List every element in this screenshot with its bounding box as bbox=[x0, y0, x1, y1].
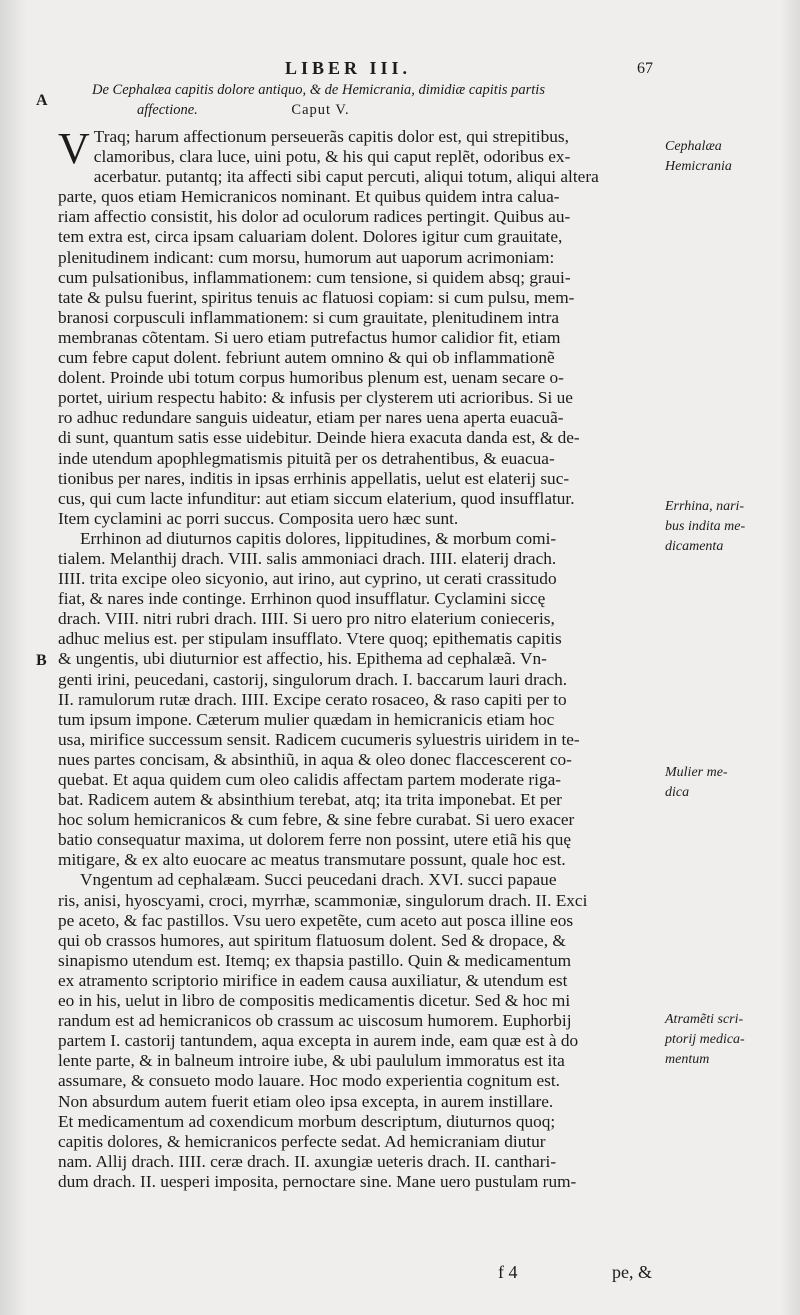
margin-note: Atramẽti scri- ptorij medica- mentum bbox=[665, 1012, 745, 1067]
text-line: Traq; harum affectionum perseuerãs capitis dolor est, qui strepitibus, bbox=[93, 127, 569, 146]
text-line: eo in his, uelut in libro de compositis medicamentis dicetur. Sed & hoc mi bbox=[58, 991, 571, 1011]
running-head bbox=[0, 58, 800, 80]
text-line: Vngentum ad cephalæam. Succi peucedani drach. XVI. succi papaue bbox=[80, 870, 557, 890]
drop-cap: V bbox=[58, 124, 90, 173]
text-line: usa, mirifice successum sensit. Radicem cucumeris syluestris uiridem in te- bbox=[58, 729, 580, 749]
text-line: ex atramento scriptorio mirifice in eadem causa auxiliatur, & utendum est bbox=[58, 970, 568, 990]
text-line: capitis dolores, & hemicranicos perfecte sedat. Ad hemicraniam diutur bbox=[58, 1131, 546, 1151]
text-line: tate & pulsu fuerint, spiritus tenuis ac flatuosi copiam: si cum pulsu, mem- bbox=[58, 287, 575, 307]
chapter-heading-line-1: De Cephalæa capitis dolore antiquo, & de Hemicrania, dimidiæ capitis partis bbox=[92, 82, 545, 98]
text-line: drach. VIII. nitri rubri drach. IIII. Si uero pro nitro elaterium conieceris, bbox=[58, 609, 555, 629]
margin-note: Cephalæa Hemicrania bbox=[665, 139, 732, 174]
text-line: Non absurdum autem fuerit etiam oleo ipsa excepta, in aurem instillare. bbox=[58, 1091, 554, 1111]
text-line: riam affectio consistit, his dolor ad oculorum radices pertingit. Quibus au- bbox=[58, 207, 571, 227]
signature-mark: f 4 bbox=[498, 1262, 518, 1282]
text-line: membranas cõtentam. Si uero etiam putrefactus humor calidior fit, etiam bbox=[58, 327, 561, 347]
text-line: acerbatur. putantq; ita affecti sibi caput percuti, aliqui totum, aliqui altera bbox=[93, 167, 599, 187]
text-line: cum pulsationibus, inflammationem: cum tensione, si quidem absq; graui- bbox=[58, 267, 571, 287]
text-line: genti irini, peucedani, castorij, singulorum drach. I. baccarum lauri drach. bbox=[58, 669, 568, 689]
text-line: Et medicamentum ad coxendicum morbum descriptum, diuturnos quoq; bbox=[58, 1111, 556, 1131]
text-line: adhuc melius est. per stipulam insufflato. Vtere quoq; epithematis capitis bbox=[58, 629, 562, 649]
text-line: cus, qui cum lacte infunditur: aut etiam siccum elaterium, quod insufflatur. bbox=[58, 488, 575, 508]
text-line: clamoribus, clara luce, uini potu, & his qui caput replẽt, odoribus ex- bbox=[93, 147, 571, 167]
text-line: batio consequatur maxima, ut dolorem ferre non possint, utere etiã his quę bbox=[58, 830, 572, 850]
text-line: parte, quos etiam Hemicranicos nominant. Et quibus quidem intra calua- bbox=[58, 187, 560, 207]
text-line: inde utendum apophlegmatismis pituitã per os detrahentibus, & euacua- bbox=[58, 448, 555, 468]
text-line: portet, uirium respectu habito: & infusis per clysterem uti acrioribus. Si ue bbox=[58, 388, 573, 408]
chapter-heading-subject: affectione. bbox=[137, 102, 198, 118]
text-line: tum ipsum impone. Cæterum mulier quædam in hemicranicis etiam hoc bbox=[58, 709, 555, 729]
running-title: LIBER III. bbox=[285, 58, 412, 78]
catchword: pe, & bbox=[612, 1262, 652, 1282]
text-line: randum est ad hemicranicos ob crassum ac uiscosum humorem. Euphorbij bbox=[58, 1011, 572, 1031]
text-line: IIII. trita excipe oleo sicyonio, aut irino, aut cyprino, ut cerati crassitudo bbox=[58, 569, 557, 589]
text-line: branosi corpusculi inflammationem: si cum grauitate, plenitudinem intra bbox=[58, 307, 560, 327]
body-text bbox=[58, 124, 658, 1192]
text-line: dum drach. II. uesperi imposita, pernoctare sine. Mane uero pustulam rum- bbox=[58, 1171, 577, 1191]
text-line: dolent. Proinde ubi totum corpus humoribus plenum est, uenam secare o- bbox=[58, 368, 564, 388]
text-line: nues partes concisam, & absinthiũ, in aqua & oleo donec flaccescerent co- bbox=[58, 749, 572, 769]
text-line: lente parte, & in balneum introire iube, & ubi paululum immoratus est ita bbox=[58, 1051, 565, 1071]
text-line: sinapismo utendum est. Itemq; ex thapsia pastillo. Quin & medicamentum bbox=[58, 950, 572, 970]
chapter-heading-line-2 bbox=[92, 100, 652, 120]
chapter-heading bbox=[92, 80, 652, 120]
section-mark-a: A bbox=[36, 92, 48, 109]
text-line: bat. Radicem autem & absinthium terebat, atq; ita trita imponebat. Et per bbox=[58, 790, 562, 810]
text-line: plenitudinem indicant: cum morsu, humorum aut uaporum acrimoniam: bbox=[58, 247, 555, 267]
text-line: partem I. castorij tantundem, aqua excepta in aurem inde, eam quæ est à do bbox=[58, 1031, 579, 1051]
page-footer bbox=[0, 1262, 800, 1286]
text-line: mitigare, & ex alto euocare ac meatus transmutare possunt, quale hoc est. bbox=[58, 850, 566, 870]
text-line: quebat. Et aqua quidem cum oleo calidis affectam partem moderate riga- bbox=[58, 770, 562, 789]
text-line: di sunt, quantum satis esse uidebitur. Deinde hiera exacuta danda est, & de- bbox=[58, 428, 580, 448]
text-line: ris, anisi, hyoscyami, croci, myrrhæ, scammoniæ, singulorum drach. II. Exci bbox=[58, 890, 588, 910]
chapter-number: Caput V. bbox=[291, 102, 350, 118]
text-line: assumare, & consueto modo lauare. Hoc modo experientia cognitum est. bbox=[58, 1071, 560, 1091]
text-line: tem extra est, circa ipsam caluariam dolent. Dolores igitur cum grauitate, bbox=[58, 227, 563, 247]
text-line: & ungentis, ubi diuturnior est affectio, his. Epithema ad cephalæã. Vn- bbox=[58, 649, 547, 669]
text-line: qui ob crassos humores, aut spiritum flatuosum dolent. Sed & dropace, & bbox=[58, 930, 566, 950]
text-line: tialem. Melanthij drach. VIII. salis ammoniaci drach. IIII. elaterij drach. bbox=[58, 548, 557, 568]
text-line: tionibus per nares, inditis in ipsas errhinis appellatis, uelut est elaterij suc- bbox=[58, 468, 570, 488]
text-line: Errhinon ad diuturnos capitis dolores, lippitudines, & morbum comi- bbox=[80, 528, 557, 548]
text-line: nam. Allij drach. IIII. ceræ drach. II. axungiæ ueteris drach. II. canthari- bbox=[58, 1151, 557, 1171]
page-number: 67 bbox=[637, 60, 653, 77]
text-line: pe aceto, & fac pastillos. Vsu uero expetẽte, cum aceto aut posca illine eos bbox=[58, 910, 574, 930]
text-line: cum febre caput dolent. febriunt autem omnino & qui ob inflammationẽ bbox=[58, 348, 555, 368]
text-line: ro adhuc redundare sanguis uideatur, etiam per nares uena aperta euacuã- bbox=[58, 408, 564, 428]
margin-note: Mulier me- dica bbox=[665, 765, 728, 800]
text-line: fiat, & nares inde continge. Errhinon quod insufflatur. Cyclamini siccę bbox=[58, 589, 546, 609]
text-line: Item cyclamini ac porri succus. Composita uero hæc sunt. bbox=[58, 508, 459, 528]
section-mark-b: B bbox=[36, 652, 47, 669]
text-line: II. ramulorum rutæ drach. IIII. Excipe cerato rosaceo, & raso capiti per to bbox=[58, 689, 567, 709]
text-line: hoc solum hemicranicos & cum febre, & sine febre curabat. Si uero exacer bbox=[58, 810, 575, 830]
margin-note: Errhina, nari- bus indita me- dicamenta bbox=[665, 499, 746, 554]
